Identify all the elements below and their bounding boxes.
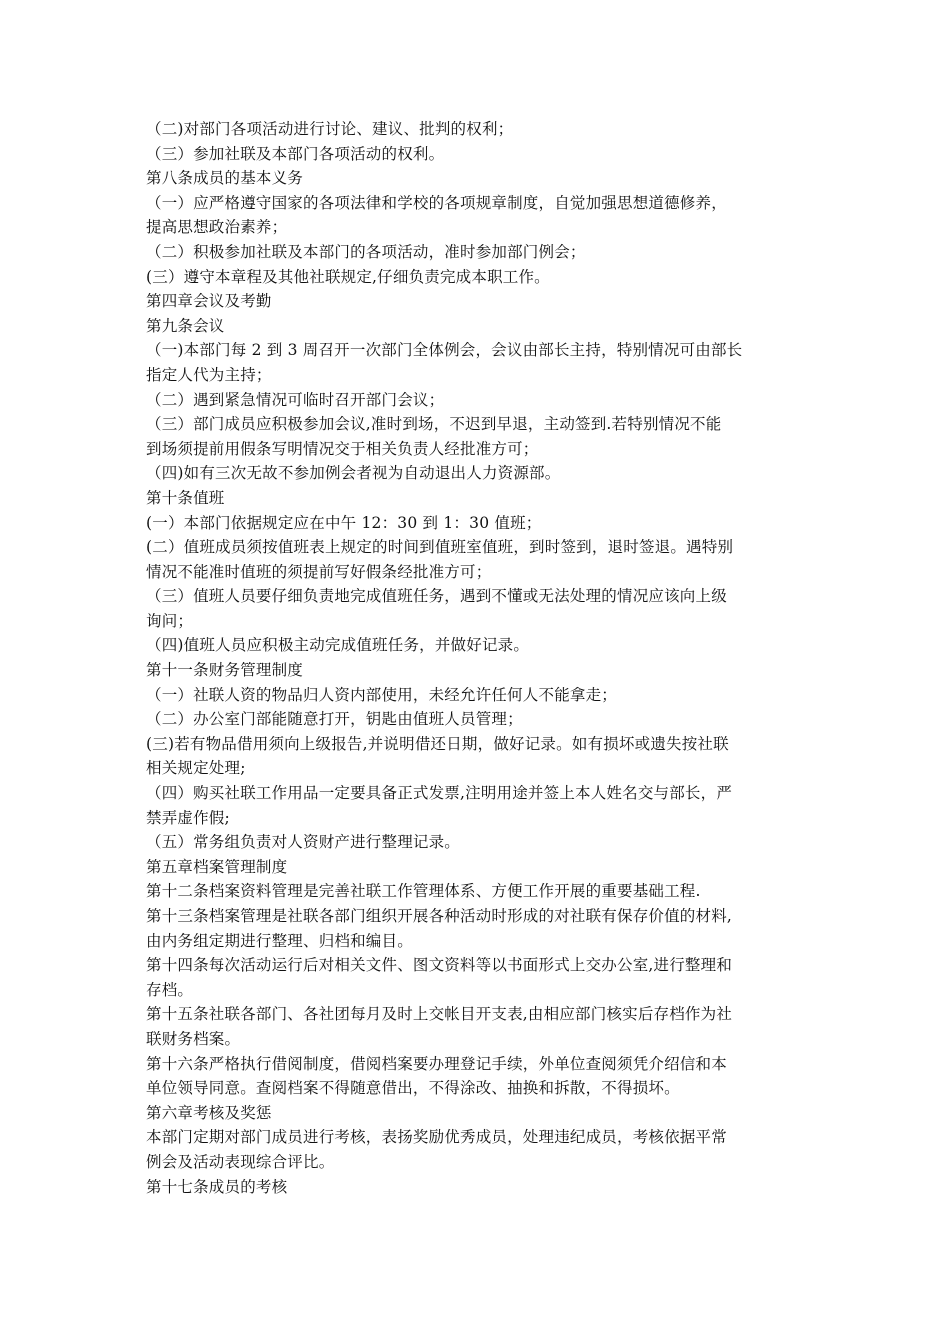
text-line: (二）值班成员须按值班表上规定的时间到值班室值班，到时签到，退时签退。遇特别	[146, 538, 734, 557]
document-page	[146, 117, 816, 1199]
text-line: （三）值班人员要仔细负责地完成值班任务，遇到不懂或无法处理的情况应该向上级	[146, 587, 727, 606]
article-heading: 第九条会议	[146, 316, 225, 335]
text-line: 提高思想政治素养；	[146, 218, 288, 237]
text-line: 情况不能准时值班的须提前写好假条经批准方可；	[146, 562, 492, 581]
text-line: （二）积极参加社联及本部门的各项活动，准时参加部门例会；	[146, 242, 586, 261]
text-line: （三）参加社联及本部门各项活动的权利。	[146, 144, 445, 163]
text-line: 第十六条严格执行借阅制度，借阅档案要办理登记手续，外单位查阅须凭介绍信和本	[146, 1054, 727, 1073]
article-heading: 第十七条成员的考核	[146, 1177, 288, 1196]
text-line: 禁弄虚作假;	[146, 808, 230, 827]
text-line: 到场须提前用假条写明情况交于相关负责人经批准方可；	[146, 439, 539, 458]
text-line: （五）常务组负责对人资财产进行整理记录。	[146, 833, 461, 852]
text-line: 存档。	[146, 980, 194, 999]
text-line: 第十二条档案资料管理是完善社联工作管理体系、方便工作开展的重要基础工程.	[146, 882, 701, 901]
article-heading: 第十一条财务管理制度	[146, 661, 304, 680]
text-line: 由内务组定期进行整理、归档和编目。	[146, 931, 413, 950]
text-line: （二)对部门各项活动进行讨论、建议、批判的权利；	[146, 120, 514, 138]
text-line: （四)值班人员应积极主动完成值班任务，并做好记录。	[146, 636, 530, 655]
text-line: （四）购买社联工作用品一定要具备正式发票,注明用途并签上本人姓名交与部长，严	[146, 784, 733, 803]
text-line: 例会及活动表现综合评比。	[146, 1152, 335, 1171]
chapter-heading: 第六章考核及奖惩	[146, 1103, 272, 1122]
article-heading: 第十条值班	[146, 488, 225, 507]
text-line: （一）应严格遵守国家的各项法律和学校的各项规章制度，自觉加强思想道德修养，	[146, 193, 727, 212]
text-line: （二）办公室门部能随意打开，钥匙由值班人员管理；	[146, 710, 523, 729]
text-line: （四)如有三次无故不参加例会者视为自动退出人力资源部。	[146, 464, 561, 483]
text-line: 第十四条每次活动运行后对相关文件、图文资料等以书面形式上交办公室,进行整理和	[146, 956, 733, 975]
text-line: （二）遇到紧急情况可临时召开部门会议；	[146, 390, 445, 409]
text-line: (三）遵守本章程及其他社联规定,仔细负责完成本职工作。	[146, 267, 550, 286]
text-line: 询问；	[146, 611, 194, 630]
chapter-heading: 第五章档案管理制度	[146, 857, 288, 876]
text-line: （三）部门成员应积极参加会议,准时到场，不迟到早退，主动签到.若特别情况不能	[146, 415, 722, 434]
text-line: (一）本部门依据规定应在中午 12：30 到 1：30 值班；	[146, 513, 542, 532]
text-line: 指定人代为主持；	[146, 365, 272, 384]
text-line: 第十三条档案管理是社联各部门组织开展各种活动时形成的对社联有保存价值的材料,	[146, 907, 733, 925]
text-line: （一）社联人资的物品归人资内部使用，未经允许任何人不能拿走；	[146, 685, 618, 704]
text-line: （一)本部门每 2 到 3 周召开一次部门全体例会，会议由部长主持，特别情况可由部长	[146, 341, 743, 360]
text-line: 第十五条社联各部门、各社团每月及时上交帐目开支表,由相应部门核实后存档作为社	[146, 1005, 733, 1024]
chapter-heading: 第四章会议及考勤	[146, 292, 272, 311]
text-line: 联财务档案。	[146, 1029, 241, 1048]
text-line: 单位领导同意。查阅档案不得随意借出，不得涂改、抽换和拆散，不得损坏。	[146, 1079, 680, 1098]
text-line: (三)若有物品借用须向上级报告,并说明借还日期，做好记录。如有损坏或遗失按社联	[146, 734, 729, 753]
text-line: 相关规定处理;	[146, 759, 246, 778]
text-line: 本部门定期对部门成员进行考核，表扬奖励优秀成员，处理违纪成员，考核依据平常	[146, 1128, 727, 1147]
article-heading: 第八条成员的基本义务	[146, 169, 304, 188]
